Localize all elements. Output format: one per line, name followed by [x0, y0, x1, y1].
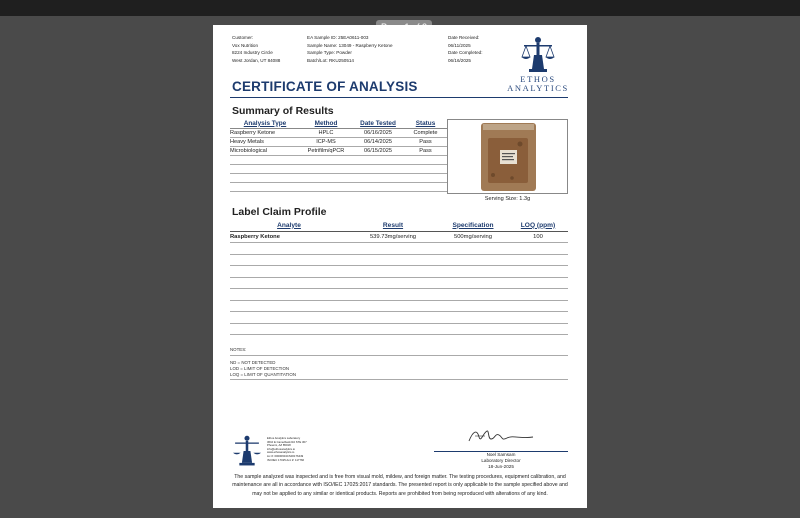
table-row: [230, 266, 568, 278]
sample-type: Sample Type: Powder: [307, 50, 352, 56]
table-row: [230, 146, 447, 155]
ethos-logo: [503, 35, 573, 93]
cell: Complete: [404, 128, 447, 137]
product-photo-frame: [447, 119, 568, 194]
cell: 06/15/2025: [352, 146, 404, 155]
table-row: [230, 277, 568, 289]
date-completed: 06/16/2025: [448, 57, 471, 63]
footer-scales-icon: [230, 434, 264, 468]
cell: 06/16/2025: [352, 128, 404, 137]
cell: 500mg/serving: [438, 231, 508, 243]
cell: 539.73mg/serving: [348, 231, 438, 243]
scales-of-justice-icon: [521, 35, 555, 75]
lab-info-line: ISO/IEC 17025 Acc #: 117766: [267, 457, 305, 462]
cell: Raspberry Ketone: [230, 231, 348, 243]
product-bag-image: [448, 120, 569, 195]
lab-footer-block: [230, 434, 340, 473]
batch-lot: Batch/Lot: RKU250514: [307, 57, 354, 63]
signature-image: [461, 427, 541, 445]
summary-table: [230, 119, 447, 192]
address-line2: West Jordan, UT 84088: [232, 57, 281, 63]
sample-block: [307, 34, 393, 64]
label-claim-col-specification: Specification: [438, 220, 508, 231]
table-row: [230, 323, 568, 335]
customer-block: [232, 34, 280, 64]
signed-date: 18-Jun-2025: [488, 463, 514, 469]
signature-block: [434, 427, 568, 469]
summary-col-analysis-type: Analysis Type: [230, 119, 300, 128]
lab-info-line: www.ethosanalytics.io: [267, 450, 295, 455]
note-line: ND = NOT DETECTED: [230, 360, 276, 365]
cell: ICP-MS: [300, 137, 352, 146]
cell: Microbiological: [230, 146, 300, 155]
summary-col-date-tested: Date Tested: [352, 119, 404, 128]
sample-name: Sample Name: 13049 - Raspberry Ketone: [307, 42, 393, 48]
lab-address: [267, 437, 307, 462]
date-completed-label: Date Completed:: [448, 50, 483, 56]
cell: HPLC: [300, 128, 352, 137]
title-divider: [230, 97, 568, 98]
table-row: [230, 128, 447, 137]
notes-label: NOTES:: [230, 347, 568, 356]
note-line: LOQ = LIMIT OF QUANTITATION: [230, 372, 296, 377]
summary-col-method: Method: [300, 119, 352, 128]
lab-info-line: info@ethosanalytics.io: [267, 446, 296, 451]
sample-id: EA Sample ID: 25EA0611-003: [307, 35, 369, 40]
certificate-title: CERTIFICATE OF ANALYSIS: [232, 79, 418, 94]
table-row: [230, 155, 447, 164]
table-row: [230, 164, 447, 173]
date-received-label: Date Received:: [448, 35, 480, 40]
cell: Pass: [404, 146, 447, 155]
table-row: [230, 243, 568, 255]
dates-block: [448, 34, 482, 64]
document-page: [213, 25, 587, 508]
address-line1: 8224 Industry Circle: [232, 50, 273, 56]
table-row: [230, 289, 568, 301]
logo-text-ethos: ETHOS: [520, 74, 556, 84]
signer-role: Laboratory Director: [481, 457, 521, 463]
cell: Raspberry Ketone: [230, 128, 300, 137]
signer-name: Noel Samsam: [486, 452, 516, 457]
table-row: [230, 231, 568, 243]
table-row: [230, 254, 568, 266]
table-row: [230, 182, 447, 191]
customer-name: Vox Nutrition: [232, 42, 259, 48]
summary-col-status: Status: [404, 119, 447, 128]
label-claim-col-loq: LOQ (ppm): [508, 220, 568, 231]
label-claim-table: [230, 220, 568, 335]
label-claim-header-row: [230, 220, 568, 231]
lab-info-line: Phoenix, AZ 85018: [267, 443, 291, 448]
label-claim-col-analyte: Analyte: [230, 220, 348, 231]
table-row: [230, 173, 447, 182]
customer-label: Customer:: [232, 35, 254, 40]
lab-info-line: Lic #: 00000604CS00176449: [267, 453, 304, 458]
cell: 06/14/2025: [352, 137, 404, 146]
cell: Pass: [404, 137, 447, 146]
viewer-toolbar: [0, 0, 800, 16]
label-claim-col-result: Result: [348, 220, 438, 231]
lab-info-line: Ethos Analytics Laboratory: [267, 436, 301, 440]
summary-header-row: [230, 119, 447, 128]
cell: Petrifilm/qPCR: [300, 146, 352, 155]
note-line: LOD = LIMIT OF DETECTION: [230, 366, 290, 371]
lab-info-line: 3610 E Camelback Rd STE 307: [267, 439, 307, 444]
summary-heading: Summary of Results: [232, 105, 334, 117]
logo-text-analytics: ANALYTICS: [507, 83, 569, 93]
cell: Heavy Metals: [230, 137, 300, 146]
cell: 100: [508, 231, 568, 243]
notes-section: [230, 347, 568, 380]
disclaimer-text: The sample analyzed was inspected and is free from visual mold, mildew, and foreign matter. The testing procedures, equipment calibration, and maintenance are all in accordance with ISO/IEC 17025:2017 standards. The presented report is only applicable to the sample specified above and may not be applied to any similar or identical products. Reports are prohibited from being reproduced with alterations of any kind.: [232, 474, 568, 497]
table-row: [230, 137, 447, 146]
table-row: [230, 312, 568, 324]
date-received: 06/11/2025: [448, 42, 471, 48]
label-claim-heading: Label Claim Profile: [232, 206, 327, 218]
serving-size: Serving Size: 1.3g: [484, 196, 531, 202]
table-row: [230, 300, 568, 312]
